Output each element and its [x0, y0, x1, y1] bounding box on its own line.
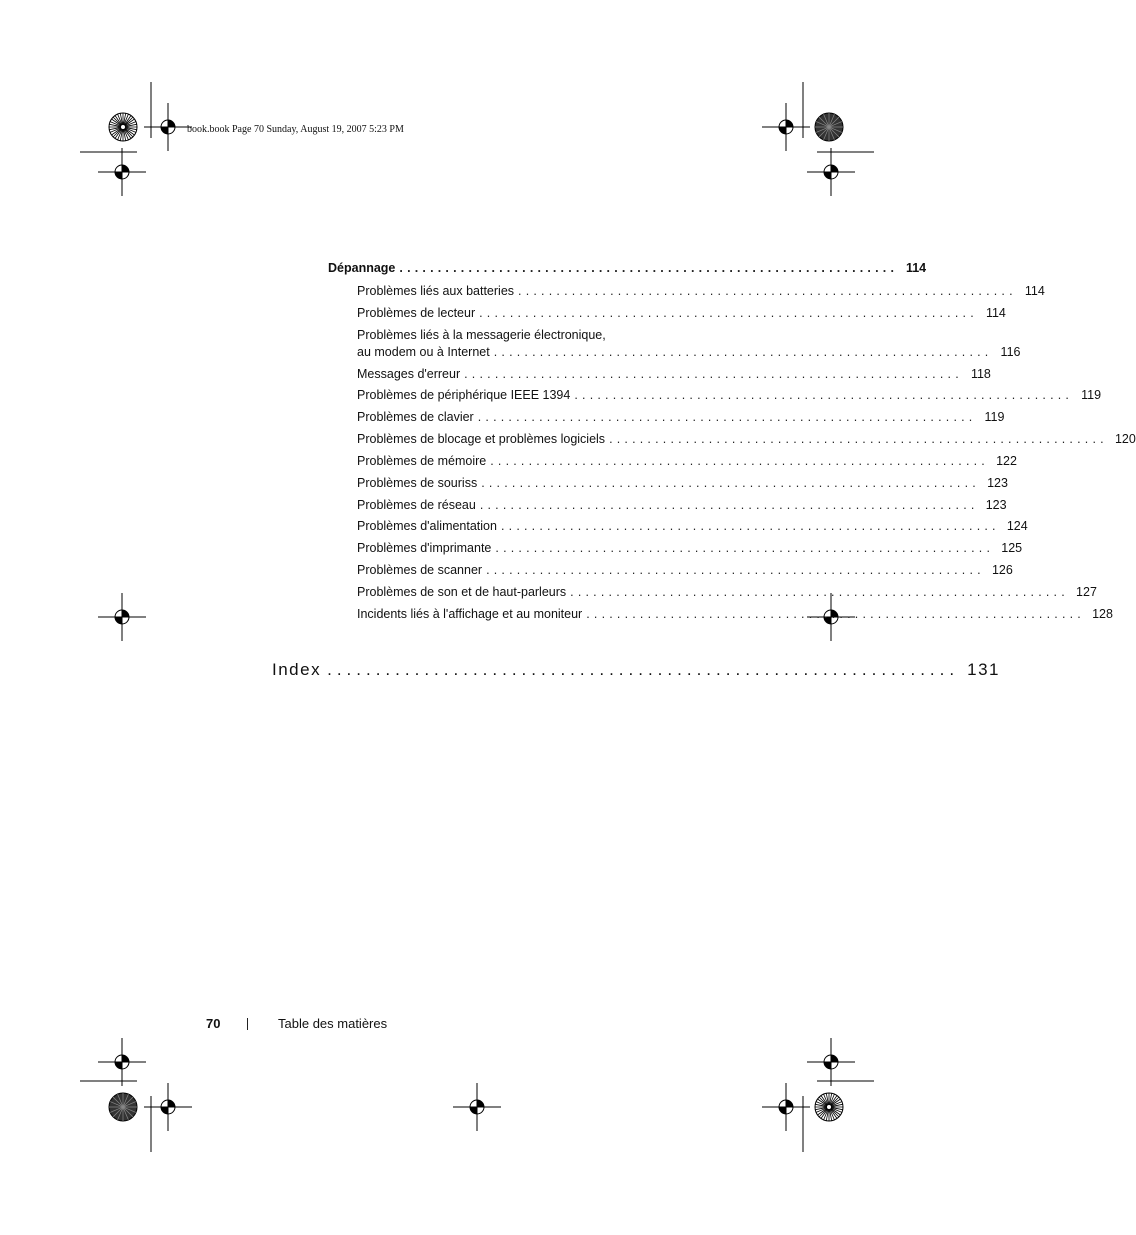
dot-leader: ................................................................. [327, 660, 960, 679]
toc-entry: Problèmes de réseau ................................................................. 123 [357, 498, 1007, 512]
toc-entry: Problèmes liés aux batteries ................................................................. 114 [357, 284, 1045, 298]
toc-entry: Problèmes de périphérique IEEE 1394 ................................................................. 119 [357, 388, 1102, 402]
footer-separator [247, 1018, 248, 1030]
toc-entry: Messages d'erreur ................................................................. 118 [357, 367, 991, 381]
footer-page-number: 70 [206, 1016, 221, 1031]
toc-entry-line1: Problèmes liés à la messagerie électronique, [357, 328, 606, 342]
index-title: Index [272, 660, 322, 679]
toc-entry: Problèmes de son et de haut-parleurs ................................................................. 127 [357, 585, 1097, 599]
toc-entry: Incidents liés à l'affichage et au moniteur ................................................................. 128 [357, 607, 1113, 621]
toc-section-heading [328, 260, 927, 276]
toc-entry: au modem ou à Internet ................................................................. 116 [357, 345, 1021, 359]
index-page: 131 [967, 660, 1000, 679]
toc-entry: Problèmes de lecteur ................................................................. 114 [357, 306, 1006, 320]
toc-section-title: Dépannage [328, 261, 396, 275]
toc-entry: Problèmes de scanner ................................................................. 126 [357, 563, 1013, 577]
toc-entry: Problèmes de souriss ................................................................. 123 [357, 476, 1008, 490]
toc-entry: Problèmes de mémoire ................................................................. 122 [357, 454, 1017, 468]
toc-entry: Problèmes d'alimentation ................................................................. 124 [357, 519, 1028, 533]
toc-entry: Problèmes d'imprimante ................................................................. 125 [357, 541, 1023, 555]
toc-entry: Problèmes de blocage et problèmes logiciels ................................................................. 120 [357, 432, 1136, 446]
toc-section-page: 114 [905, 261, 927, 275]
footer-title: Table des matières [278, 1016, 388, 1031]
slug-line: book.book Page 70 Sunday, August 19, 2007 5:23 PM [187, 124, 404, 135]
toc-entry: Problèmes de clavier ................................................................. 119 [357, 410, 1005, 424]
toc-index-entry [272, 660, 1000, 680]
dot-leader: ................................................................. [399, 261, 899, 275]
